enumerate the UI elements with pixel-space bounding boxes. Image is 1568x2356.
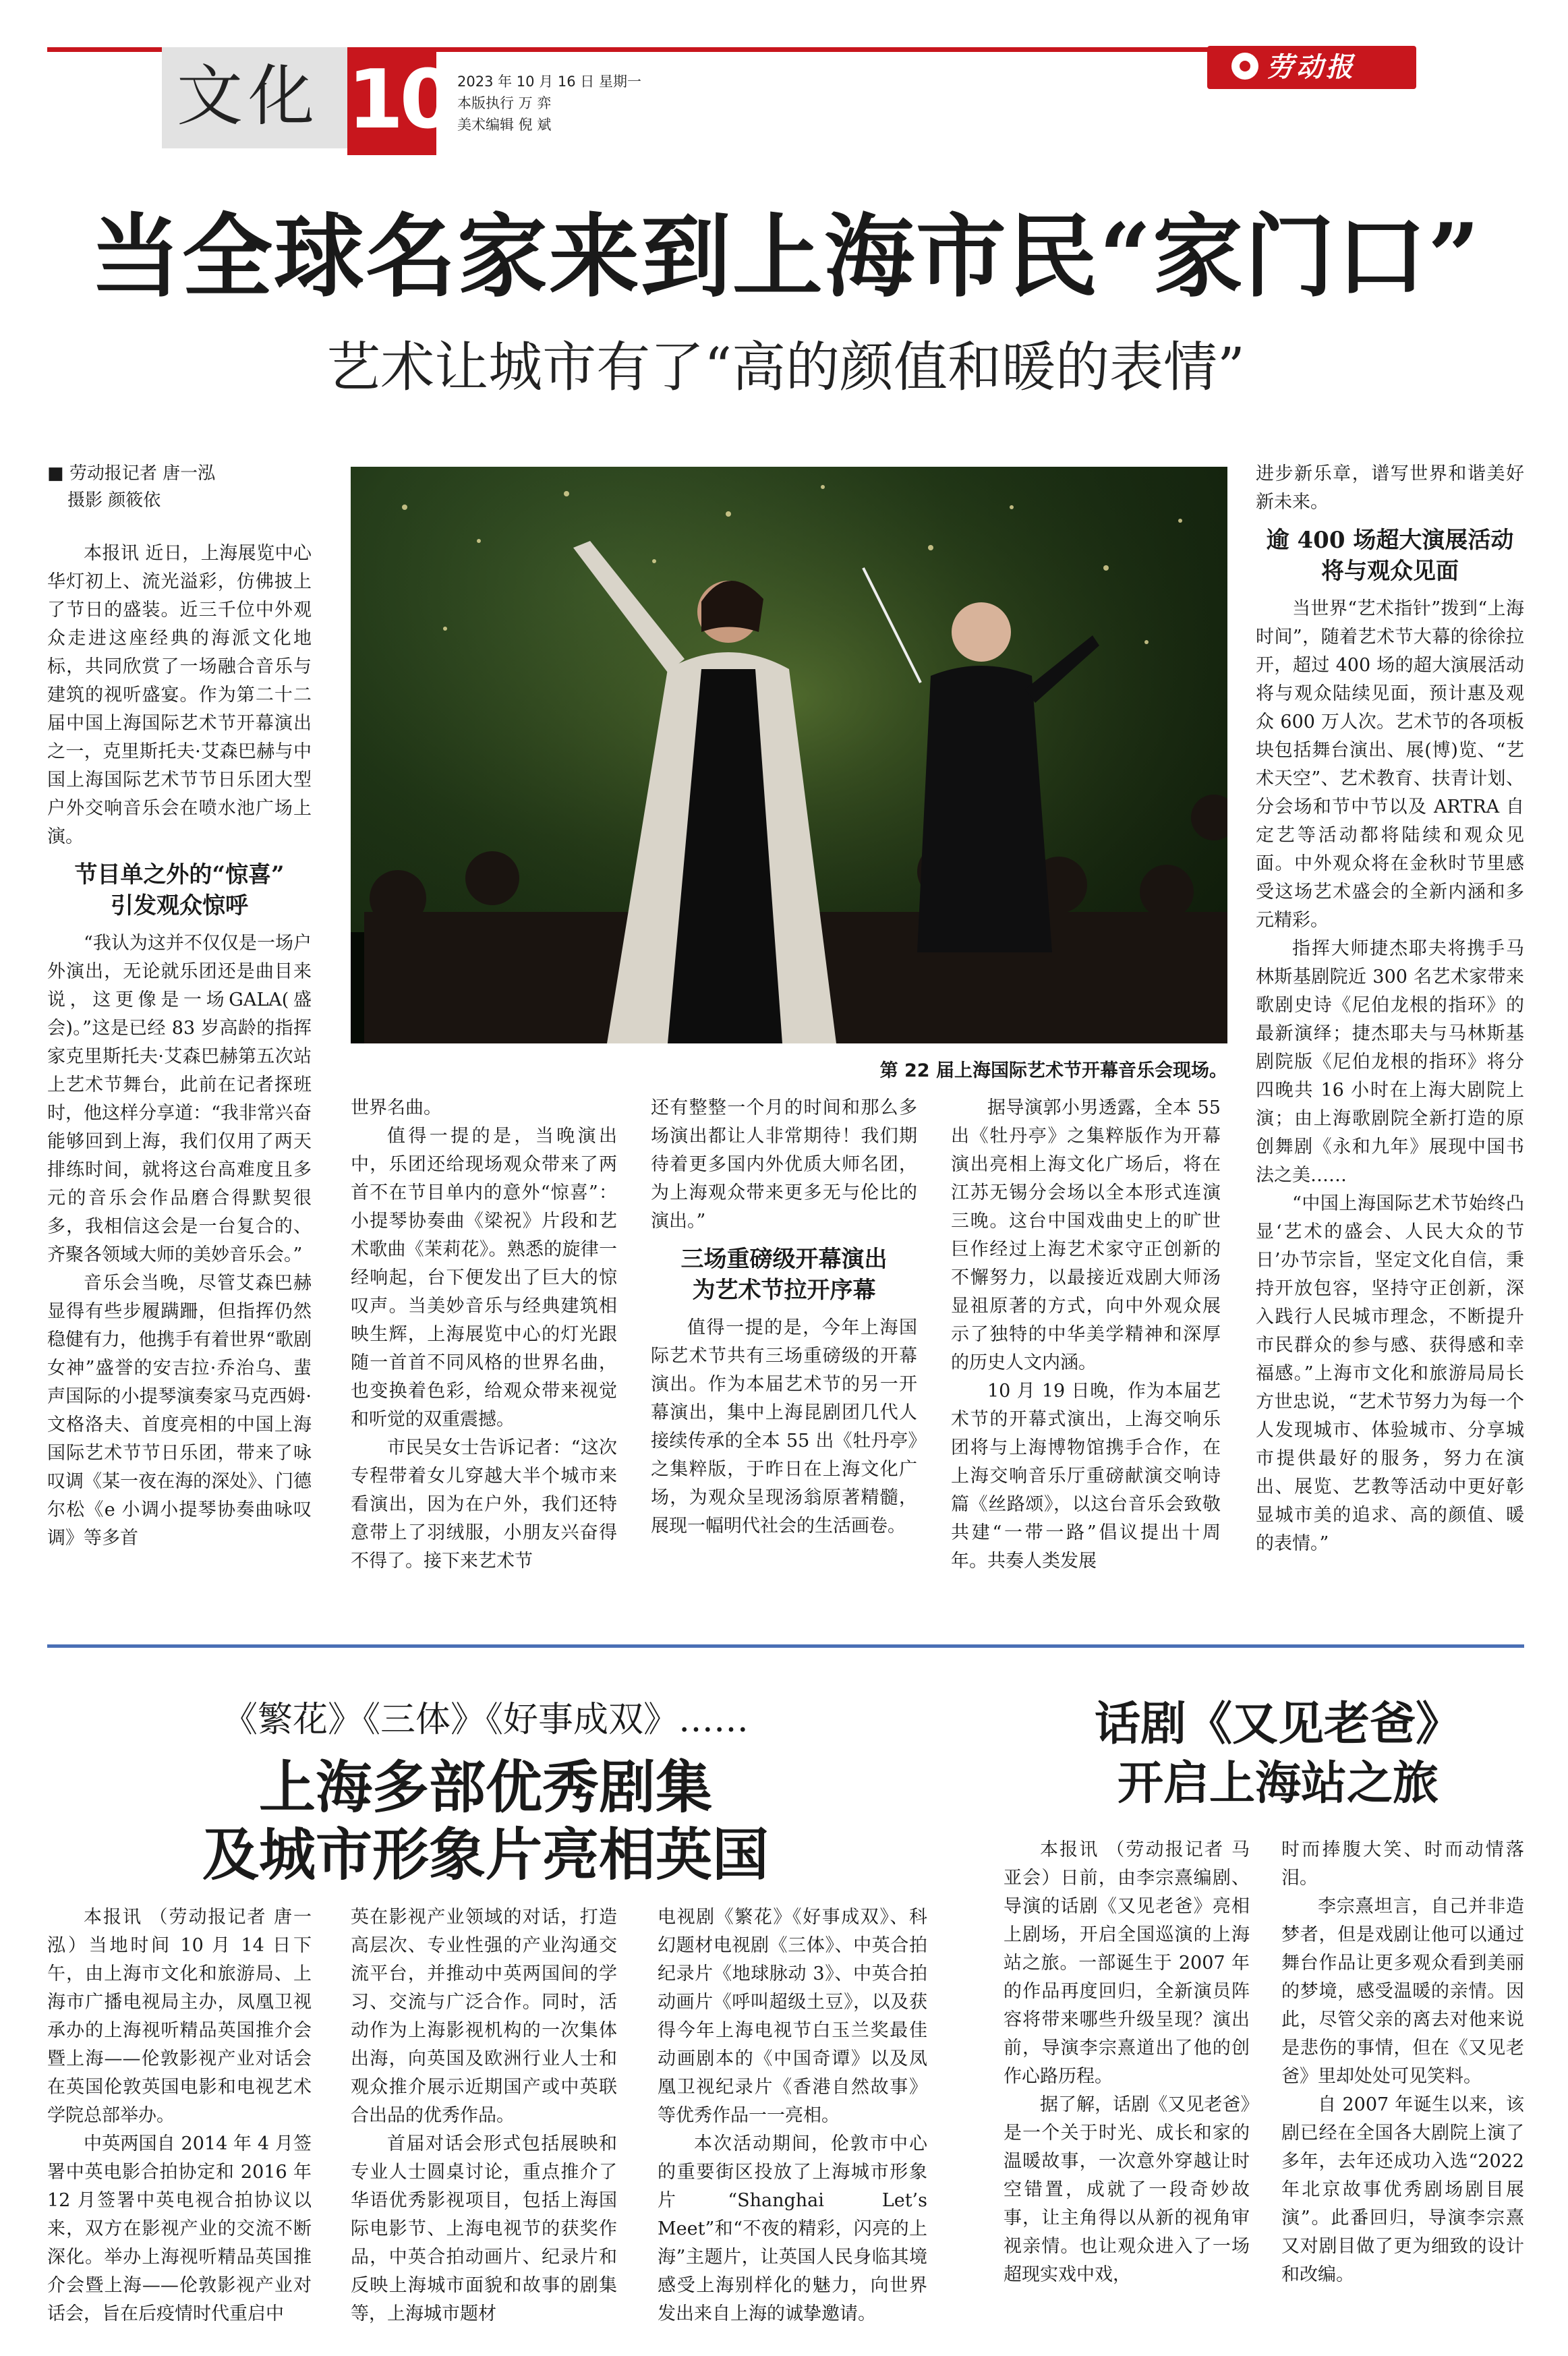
concert-photo: [351, 467, 1227, 1043]
photo-illustration: [351, 467, 1227, 1043]
paragraph: 进步新乐章，谱写世界和谐美好新未来。: [1256, 463, 1524, 513]
subheading-line: 为艺术节拉开序幕: [692, 1277, 876, 1304]
paragraph: 当世界“艺术指针”拨到“上海时间”，随着艺术节大幕的徐徐拉开，超过 400 场的超大演展活动将与观众陆续见面，预计惠及观众 600 万人次。艺术节的各项板块包括舞台演出、展(博)览、“艺术天空”、艺术教育、扶青计划、分会场和节中节以及 ARTRA 自定艺等活动都将陆续和观众见面。中外观众将在金秋时节里感受这场艺术盛会的全新内涵和多元精彩。: [1256, 598, 1524, 931]
paper-name: 劳动报: [1267, 51, 1356, 83]
paragraph: 音乐会当晚，尽管艾森巴赫显得有些步履蹒跚，但指挥仍然稳健有力，他携手有着世界“歌剧女神”盛誉的安吉拉·乔治乌、蜚声国际的小提琴演奏家马克西姆·文格洛夫、首度亮相的中国上海国际艺术节节日乐团，带来了咏叹调《某一夜在海的深处》、门德尔松《e 小调小提琴协奏曲咏叹调》等多首: [47, 1273, 312, 1549]
article-2-title: [121, 1754, 850, 1889]
editor-credit: 本版执行 万 弈: [457, 95, 552, 111]
paragraph: 本报讯 （劳动报记者 唐一泓）当地时间 10 月 14 日下午，由上海市文化和旅游局、上海市广播电视局主办，凤凰卫视承办的上海视听精品英国推介会暨上海——伦敦影视产业对话会在英国伦敦英国电影和电视艺术学院总部举办。: [47, 1907, 312, 2126]
section-divider: [47, 1644, 1524, 1648]
title-line: 上海多部优秀剧集: [258, 1754, 712, 1820]
article-1-column-2: [351, 1094, 617, 1576]
section-title: 文化: [177, 58, 320, 135]
article-3-column-1: [1004, 1836, 1250, 2289]
issue-date: 2023 年 10 月 16 日 星期一: [457, 74, 641, 90]
paragraph: 还有整整一个月的时间和那么多场演出都让人非常期待！我们期待着更多国内外优质大师名团，为上海观众带来更多无与伦比的演出。”: [651, 1097, 917, 1232]
subheading-1: [47, 859, 312, 921]
paragraph: 本次活动期间，伦敦市中心的重要街区投放了上海城市形象片“Shanghai Let’s Meet”和“不夜的精彩，闪亮的上海”主题片，让英国人民身临其境感受上海别样化的魅力，向世界发出来自上海的诚挚邀请。: [658, 2133, 927, 2324]
paragraph: 值得一提的是，当晚演出中，乐团还给现场观众带来了两首不在节目单内的意外“惊喜”：小提琴协奏曲《梁祝》片段和艺术歌曲《茉莉花》。熟悉的旋律一经响起，台下便发出了巨大的惊叹声。当美妙音乐与经典建筑相映生辉，上海展览中心的灯光跟随一首首不同风格的世界名曲，也变换着色彩，给观众带来视觉和听觉的双重震撼。: [351, 1126, 617, 1430]
paragraph: 本报讯 （劳动报记者 马亚会）日前，由李宗熹编剧、导演的话剧《又见老爸》亮相上剧场，开启全国巡演的上海站之旅。一部诞生于 2007 年的作品再度回归，全新演员阵容将带来哪些升级呈现？演出前，导演李宗熹道出了他的创作心路历程。: [1004, 1839, 1250, 2087]
subheading-line: 逾 400 场超大演展活动: [1266, 527, 1514, 554]
article-1-column-4: [951, 1094, 1221, 1576]
article-2-column-1: [47, 1903, 312, 2328]
main-subheadline: 艺术让城市有了“高的颜值和暖的表情”: [326, 336, 1245, 399]
paragraph: “我认为这并不仅仅是一场户外演出，无论就乐团还是曲目来说，这更像是一场GALA(盛会)。”这是已经 83 岁高龄的指挥家克里斯托夫·艾森巴赫第五次站上艺术节舞台，此前在记者探班时，他这样分享道：“我非常兴奋能够回到上海，我们仅用了两天排练时间，就将这台高难度且多元的音乐会作品磨合得默契很多，我相信这会是一台复合的、齐聚各领域大师的美妙音乐会。”: [47, 933, 312, 1265]
art-editor-credit: 美术编辑 倪 斌: [457, 117, 552, 133]
title-line: 及城市形象片亮相英国: [202, 1821, 769, 1888]
subheading-2: [651, 1244, 917, 1306]
paragraph: “中国上海国际艺术节始终凸显‘艺术的盛会、人民大众的节日’办节宗旨，坚定文化自信，秉持开放包容，坚持守正创新，深入践行人民城市理念，不断提升市民群众的参与感、获得感和幸福感。”上海市文化和旅游局局长方世忠说，“艺术节努力为每一个人发现城市、体验城市、分享城市提供最好的服务，努力在演出、展览、艺教等活动中更好彰显城市美的追求、高的颜值、暖的表情。”: [1256, 1193, 1524, 1554]
paragraph: 李宗熹坦言，自己并非造梦者，但是戏剧让他可以通过舞台作品让更多观众看到美丽的梦境，感受温暖的亲情。因此，尽管父亲的离去对他来说是悲伤的事情，但在《又见老爸》里却处处可见笑料。: [1281, 1896, 1524, 2087]
title-line: 话剧《又见老爸》: [1094, 1697, 1461, 1751]
subheading-line: 引发观众惊呼: [111, 892, 248, 919]
subheading-line: 将与观众见面: [1321, 558, 1459, 585]
subheading-3: [1256, 525, 1524, 587]
subheading-line: 三场重磅级开幕演出: [680, 1246, 888, 1273]
photo-caption: 第 22 届上海国际艺术节开幕音乐会现场。: [879, 1060, 1227, 1081]
paragraph: 自 2007 年诞生以来，该剧已经在全国各大剧院上演了多年，去年还成功入选“2022 年北京故事优秀剧场剧目展演”。此番回归，导演李宗熹又对剧目做了更为细致的设计和改编。: [1281, 2094, 1524, 2285]
paragraph: 据导演郭小男透露，全本 55 出《牡丹亭》之集粹版作为开幕演出亮相上海文化广场后，将在江苏无锡分会场以全本形式连演三晚。这台中国戏曲史上的旷世巨作经过上海艺术家守正创新的不懈努力，以最接近戏剧大师汤显祖原著的方式，向中外观众展示了独特的中华美学精神和深厚的历史人文内涵。: [951, 1097, 1221, 1373]
article-2-column-3: [658, 1903, 927, 2328]
paragraph: 世界名曲。: [351, 1097, 442, 1118]
byline-reporter: ■ 劳动报记者 唐一泓: [47, 463, 216, 484]
page-number: 10: [347, 53, 452, 147]
title-line: 开启上海站之旅: [1117, 1756, 1439, 1810]
paragraph: 电视剧《繁花》《好事成双》、科幻题材电视剧《三体》、中英合拍纪录片《地球脉动 3》、中英合拍动画片《呼叫超级土豆》，以及获得今年上海电视节白玉兰奖最佳动画剧本的《中国奇谭》以及凤凰卫视纪录片《香港自然故事》等优秀作品一一亮相。: [658, 1907, 927, 2126]
article-1-column-3: [651, 1094, 917, 1541]
paragraph: 本报讯 近日，上海展览中心华灯初上、流光溢彩，仿佛披上了节日的盛装。近三千位中外观众走进这座经典的海派文化地标，共同欣赏了一场融合音乐与建筑的视听盛宴。作为第二十二届中国上海国际艺术节开幕演出之一，克里斯托夫·艾森巴赫与中国上海国际艺术节节日乐团大型户外交响音乐会在喷水池广场上演。: [47, 543, 312, 847]
byline-photo: 摄影 颜筱依: [67, 490, 161, 511]
paragraph: 中英两国自 2014 年 4 月签署中英电影合拍协定和 2016 年 12 月签署中英电视合拍协议以来，双方在影视产业的交流不断深化。举办上海视听精品英国推介会暨上海——伦敦影视产业对话会，旨在后疫情时代重启中: [47, 2133, 312, 2324]
paragraph: 值得一提的是，今年上海国际艺术节共有三场重磅级的开幕演出。作为本届艺术节的另一开幕演出，集中上海昆剧团几代人接续传承的全本 55 出《牡丹亭》之集粹版，于昨日在上海文化广场，为观众呈现汤翁原著精髓，展现一幅明代社会的生活画卷。: [651, 1317, 917, 1536]
paragraph: 10 月 19 日晚，作为本届艺术节的开幕式演出，上海交响乐团将与上海博物馆携手合作，在上海交响音乐厅重磅献演交响诗篇《丝路颂》，以这台音乐会致敬共建“一带一路”倡议提出十周年。共奏人类发展: [951, 1381, 1221, 1572]
main-headline: 当全球名家来到上海市民“家门口”: [90, 203, 1482, 310]
article-1-column-1: [47, 540, 312, 1553]
article-2-kicker: 《繁花》《三体》《好事成双》……: [222, 1700, 749, 1740]
paragraph: 据了解，话剧《又见老爸》是一个关于时光、成长和家的温暖故事，一次意外穿越让时空错置，成就了一段奇妙故事，让主角得以从新的视角审视亲情。也让观众进入了一场超现实戏中戏，: [1004, 2094, 1250, 2285]
article-3-title: [1042, 1694, 1514, 1813]
subheading-line: 节目单之外的“惊喜”: [74, 861, 285, 888]
article-2-column-2: [351, 1903, 617, 2328]
paragraph: 时而捧腹大笑、时而动情落泪。: [1281, 1839, 1524, 1889]
article-3-column-2: [1281, 1836, 1524, 2289]
paragraph: 英在影视产业领域的对话，打造高层次、专业性强的产业沟通交流平台，并推动中英两国间的学习、交流与广泛合作。同时，活动作为上海影视机构的一次集体出海，向英国及欧洲行业人士和观众推介展示近期国产或中英联合出品的优秀作品。: [351, 1907, 617, 2126]
paragraph: 首届对话会形式包括展映和专业人士圆桌讨论，重点推介了华语优秀影视项目，包括上海国际电影节、上海电视节的获奖作品，中英合拍动画片、纪录片和反映上海城市面貌和故事的剧集等，上海城市题材: [351, 2133, 617, 2324]
paragraph: 市民吴女士告诉记者：“这次专程带着女儿穿越大半个城市来看演出，因为在户外，我们还特意带上了羽绒服，小朋友兴奋得不得了。接下来艺术节: [351, 1437, 617, 1572]
paragraph: 指挥大师捷杰耶夫将携手马林斯基剧院近 300 名艺术家带来歌剧史诗《尼伯龙根的指环》的最新演绎；捷杰耶夫与马林斯基剧院版《尼伯龙根的指环》将分四晚共 16 小时在上海大剧院上演；由上海歌剧院全新打造的原创舞剧《永和九年》展现中国书法之美……: [1256, 938, 1524, 1186]
logo-icon-inner: [1240, 61, 1250, 71]
article-1-column-5: [1256, 460, 1524, 1558]
byline: [47, 460, 330, 514]
